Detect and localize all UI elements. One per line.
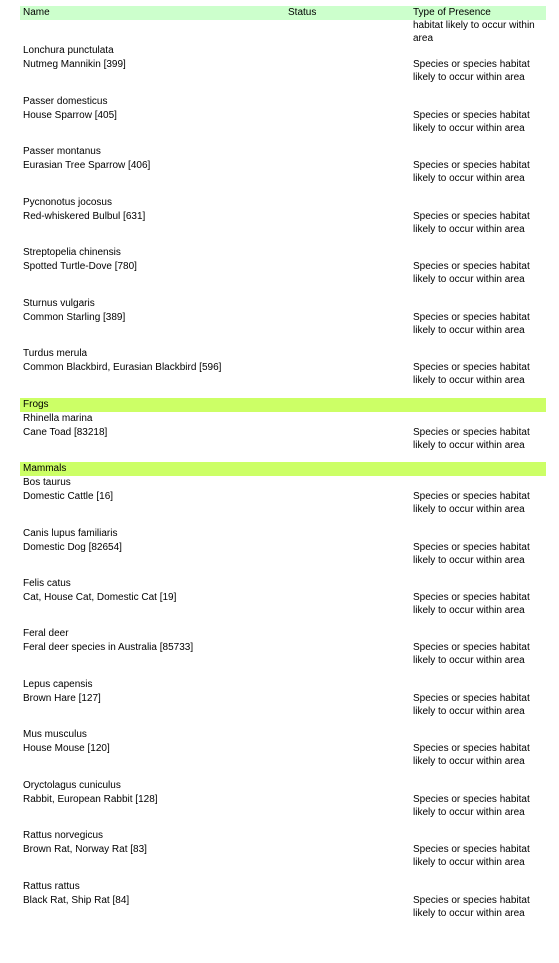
type-of-presence: Species or species habitat likely to occur within area: [413, 110, 530, 134]
scientific-name: Mus musculus: [23, 729, 87, 740]
scientific-name: Felis catus: [23, 578, 71, 589]
group-header: [20, 398, 546, 412]
type-of-presence: Species or species habitat likely to occur within area: [413, 261, 530, 285]
table-row: [0, 881, 559, 931]
type-of-presence: Species or species habitat likely to occur within area: [413, 362, 530, 386]
scientific-name: Rattus norvegicus: [23, 830, 104, 841]
table-row: [0, 780, 559, 830]
column-header-type: Type of Presence: [413, 7, 491, 18]
common-name: Rabbit, European Rabbit [128]: [23, 794, 158, 805]
common-name: Cat, House Cat, Domestic Cat [19]: [23, 592, 177, 603]
common-name: House Sparrow [405]: [23, 110, 117, 121]
common-name: Cane Toad [83218]: [23, 427, 108, 438]
scientific-name: Passer domesticus: [23, 96, 108, 107]
scientific-name: Bos taurus: [23, 477, 71, 488]
continued-presence-text: habitat likely to occur within area: [413, 20, 535, 44]
type-of-presence: Species or species habitat likely to occur within area: [413, 895, 530, 919]
type-of-presence: Species or species habitat likely to occur within area: [413, 312, 530, 336]
type-of-presence: Species or species habitat likely to occur within area: [413, 427, 530, 451]
type-of-presence: Species or species habitat likely to occur within area: [413, 642, 530, 666]
table-row: [0, 729, 559, 779]
common-name: Common Starling [389]: [23, 312, 126, 323]
common-name: House Mouse [120]: [23, 743, 110, 754]
type-of-presence: Species or species habitat likely to occur within area: [413, 592, 530, 616]
table-row: [0, 528, 559, 578]
column-header-status: Status: [288, 7, 317, 18]
scientific-name: Streptopelia chinensis: [23, 247, 121, 258]
table-row: [0, 197, 559, 247]
type-of-presence: Species or species habitat likely to occur within area: [413, 491, 530, 515]
scientific-name: Oryctolagus cuniculus: [23, 780, 121, 791]
scientific-name: Passer montanus: [23, 146, 101, 157]
table-row: [0, 146, 559, 196]
scientific-name: Feral deer: [23, 628, 69, 639]
common-name: Eurasian Tree Sparrow [406]: [23, 160, 151, 171]
table-row: [0, 679, 559, 729]
table-row: [0, 348, 559, 398]
type-of-presence: Species or species habitat likely to occur within area: [413, 211, 530, 235]
common-name: Feral deer species in Australia [85733]: [23, 642, 194, 653]
common-name: Domestic Dog [82654]: [23, 542, 122, 553]
type-of-presence: Species or species habitat likely to occur within area: [413, 693, 530, 717]
group-label: Frogs: [23, 399, 49, 410]
common-name: Red-whiskered Bulbul [631]: [23, 211, 146, 222]
group-header: [20, 462, 546, 476]
scientific-name: Turdus merula: [23, 348, 88, 359]
table-row: [0, 298, 559, 348]
group-label: Mammals: [23, 463, 67, 474]
scientific-name: Canis lupus familiaris: [23, 528, 118, 539]
table-row: [0, 628, 559, 678]
table-row: [0, 477, 559, 527]
scientific-name: Rattus rattus: [23, 881, 80, 892]
type-of-presence: Species or species habitat likely to occur within area: [413, 542, 530, 566]
type-of-presence: Species or species habitat likely to occur within area: [413, 743, 530, 767]
scientific-name: Rhinella marina: [23, 413, 93, 424]
type-of-presence: Species or species habitat likely to occur within area: [413, 160, 530, 184]
common-name: Black Rat, Ship Rat [84]: [23, 895, 130, 906]
table-row: [0, 578, 559, 628]
common-name: Brown Rat, Norway Rat [83]: [23, 844, 147, 855]
scientific-name: Pycnonotus jocosus: [23, 197, 112, 208]
table-row: [0, 413, 559, 463]
table-row: [0, 45, 559, 95]
type-of-presence: Species or species habitat likely to occur within area: [413, 59, 530, 83]
common-name: Nutmeg Mannikin [399]: [23, 59, 126, 70]
column-header-name: Name: [23, 7, 50, 18]
common-name: Common Blackbird, Eurasian Blackbird [596]: [23, 362, 222, 373]
type-of-presence: Species or species habitat likely to occur within area: [413, 844, 530, 868]
common-name: Spotted Turtle-Dove [780]: [23, 261, 137, 272]
common-name: Domestic Cattle [16]: [23, 491, 114, 502]
common-name: Brown Hare [127]: [23, 693, 101, 704]
table-header: [20, 6, 546, 20]
table-row: [0, 830, 559, 880]
scientific-name: Sturnus vulgaris: [23, 298, 95, 309]
scientific-name: Lepus capensis: [23, 679, 93, 690]
type-of-presence: Species or species habitat likely to occur within area: [413, 794, 530, 818]
table-row: [0, 247, 559, 297]
scientific-name: Lonchura punctulata: [23, 45, 114, 56]
table-row: [0, 96, 559, 146]
